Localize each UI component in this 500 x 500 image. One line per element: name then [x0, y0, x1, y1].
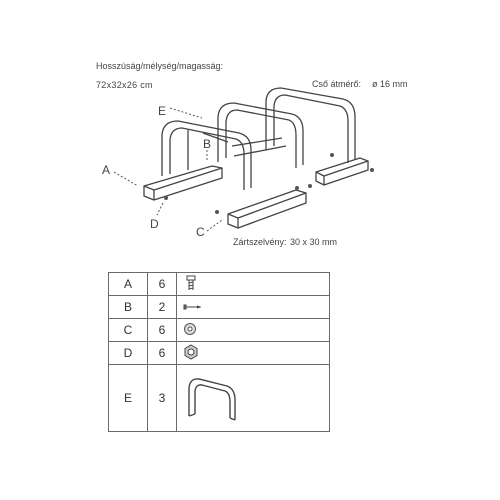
section-size-value: 30 x 30 mm — [290, 237, 338, 247]
callout-b-label: B — [203, 137, 212, 151]
callout-e-leader — [170, 108, 202, 118]
bolt-icon — [183, 275, 199, 291]
part-quantity: 6 — [148, 273, 177, 296]
section-size-label: Zártszelvény: — [233, 237, 287, 247]
left-base-bar — [144, 166, 222, 200]
fastener-dot — [164, 196, 168, 200]
callout-c-leader — [207, 220, 222, 231]
part-letter: E — [109, 365, 148, 432]
callout-a-leader — [114, 172, 138, 186]
loose-bar-piece — [316, 158, 368, 185]
fastener-dot — [295, 186, 299, 190]
u-frame-middle — [218, 103, 303, 168]
table-row — [109, 319, 330, 342]
callout-d-label: D — [150, 217, 159, 231]
callout-a-label: A — [102, 163, 111, 177]
right-base-bar — [228, 190, 306, 228]
table-row — [109, 273, 330, 296]
parts-table — [108, 272, 330, 432]
tube-diameter-label: Cső átmérő: — [312, 79, 362, 89]
part-letter: C — [109, 319, 148, 342]
dimensions-value: 72x32x26 cm — [96, 80, 153, 90]
part-quantity: 6 — [148, 319, 177, 342]
table-row — [109, 365, 330, 432]
table-row — [109, 296, 330, 319]
u-frame-back — [266, 88, 355, 163]
part-letter: B — [109, 296, 148, 319]
screw-icon — [183, 303, 201, 311]
dimensions-label: Hosszúság/mélység/magasság: — [96, 61, 224, 71]
callout-e-label: E — [158, 104, 167, 118]
part-letter: A — [109, 273, 148, 296]
nut-icon — [183, 344, 199, 360]
callout-c-label: C — [196, 225, 205, 239]
part-quantity: 3 — [148, 365, 177, 432]
fastener-dot — [330, 153, 334, 157]
part-quantity: 2 — [148, 296, 177, 319]
tube-diameter-value: ø 16 mm — [372, 79, 408, 89]
fastener-dot — [370, 168, 374, 172]
table-row — [109, 342, 330, 365]
callout-d-leader — [157, 203, 163, 215]
connecting-rails — [232, 138, 286, 156]
fastener-dot — [308, 184, 312, 188]
fastener-dot — [215, 210, 219, 214]
part-letter: D — [109, 342, 148, 365]
part-quantity: 6 — [148, 342, 177, 365]
u-frame-icon — [183, 372, 245, 422]
washer-icon — [183, 322, 197, 336]
